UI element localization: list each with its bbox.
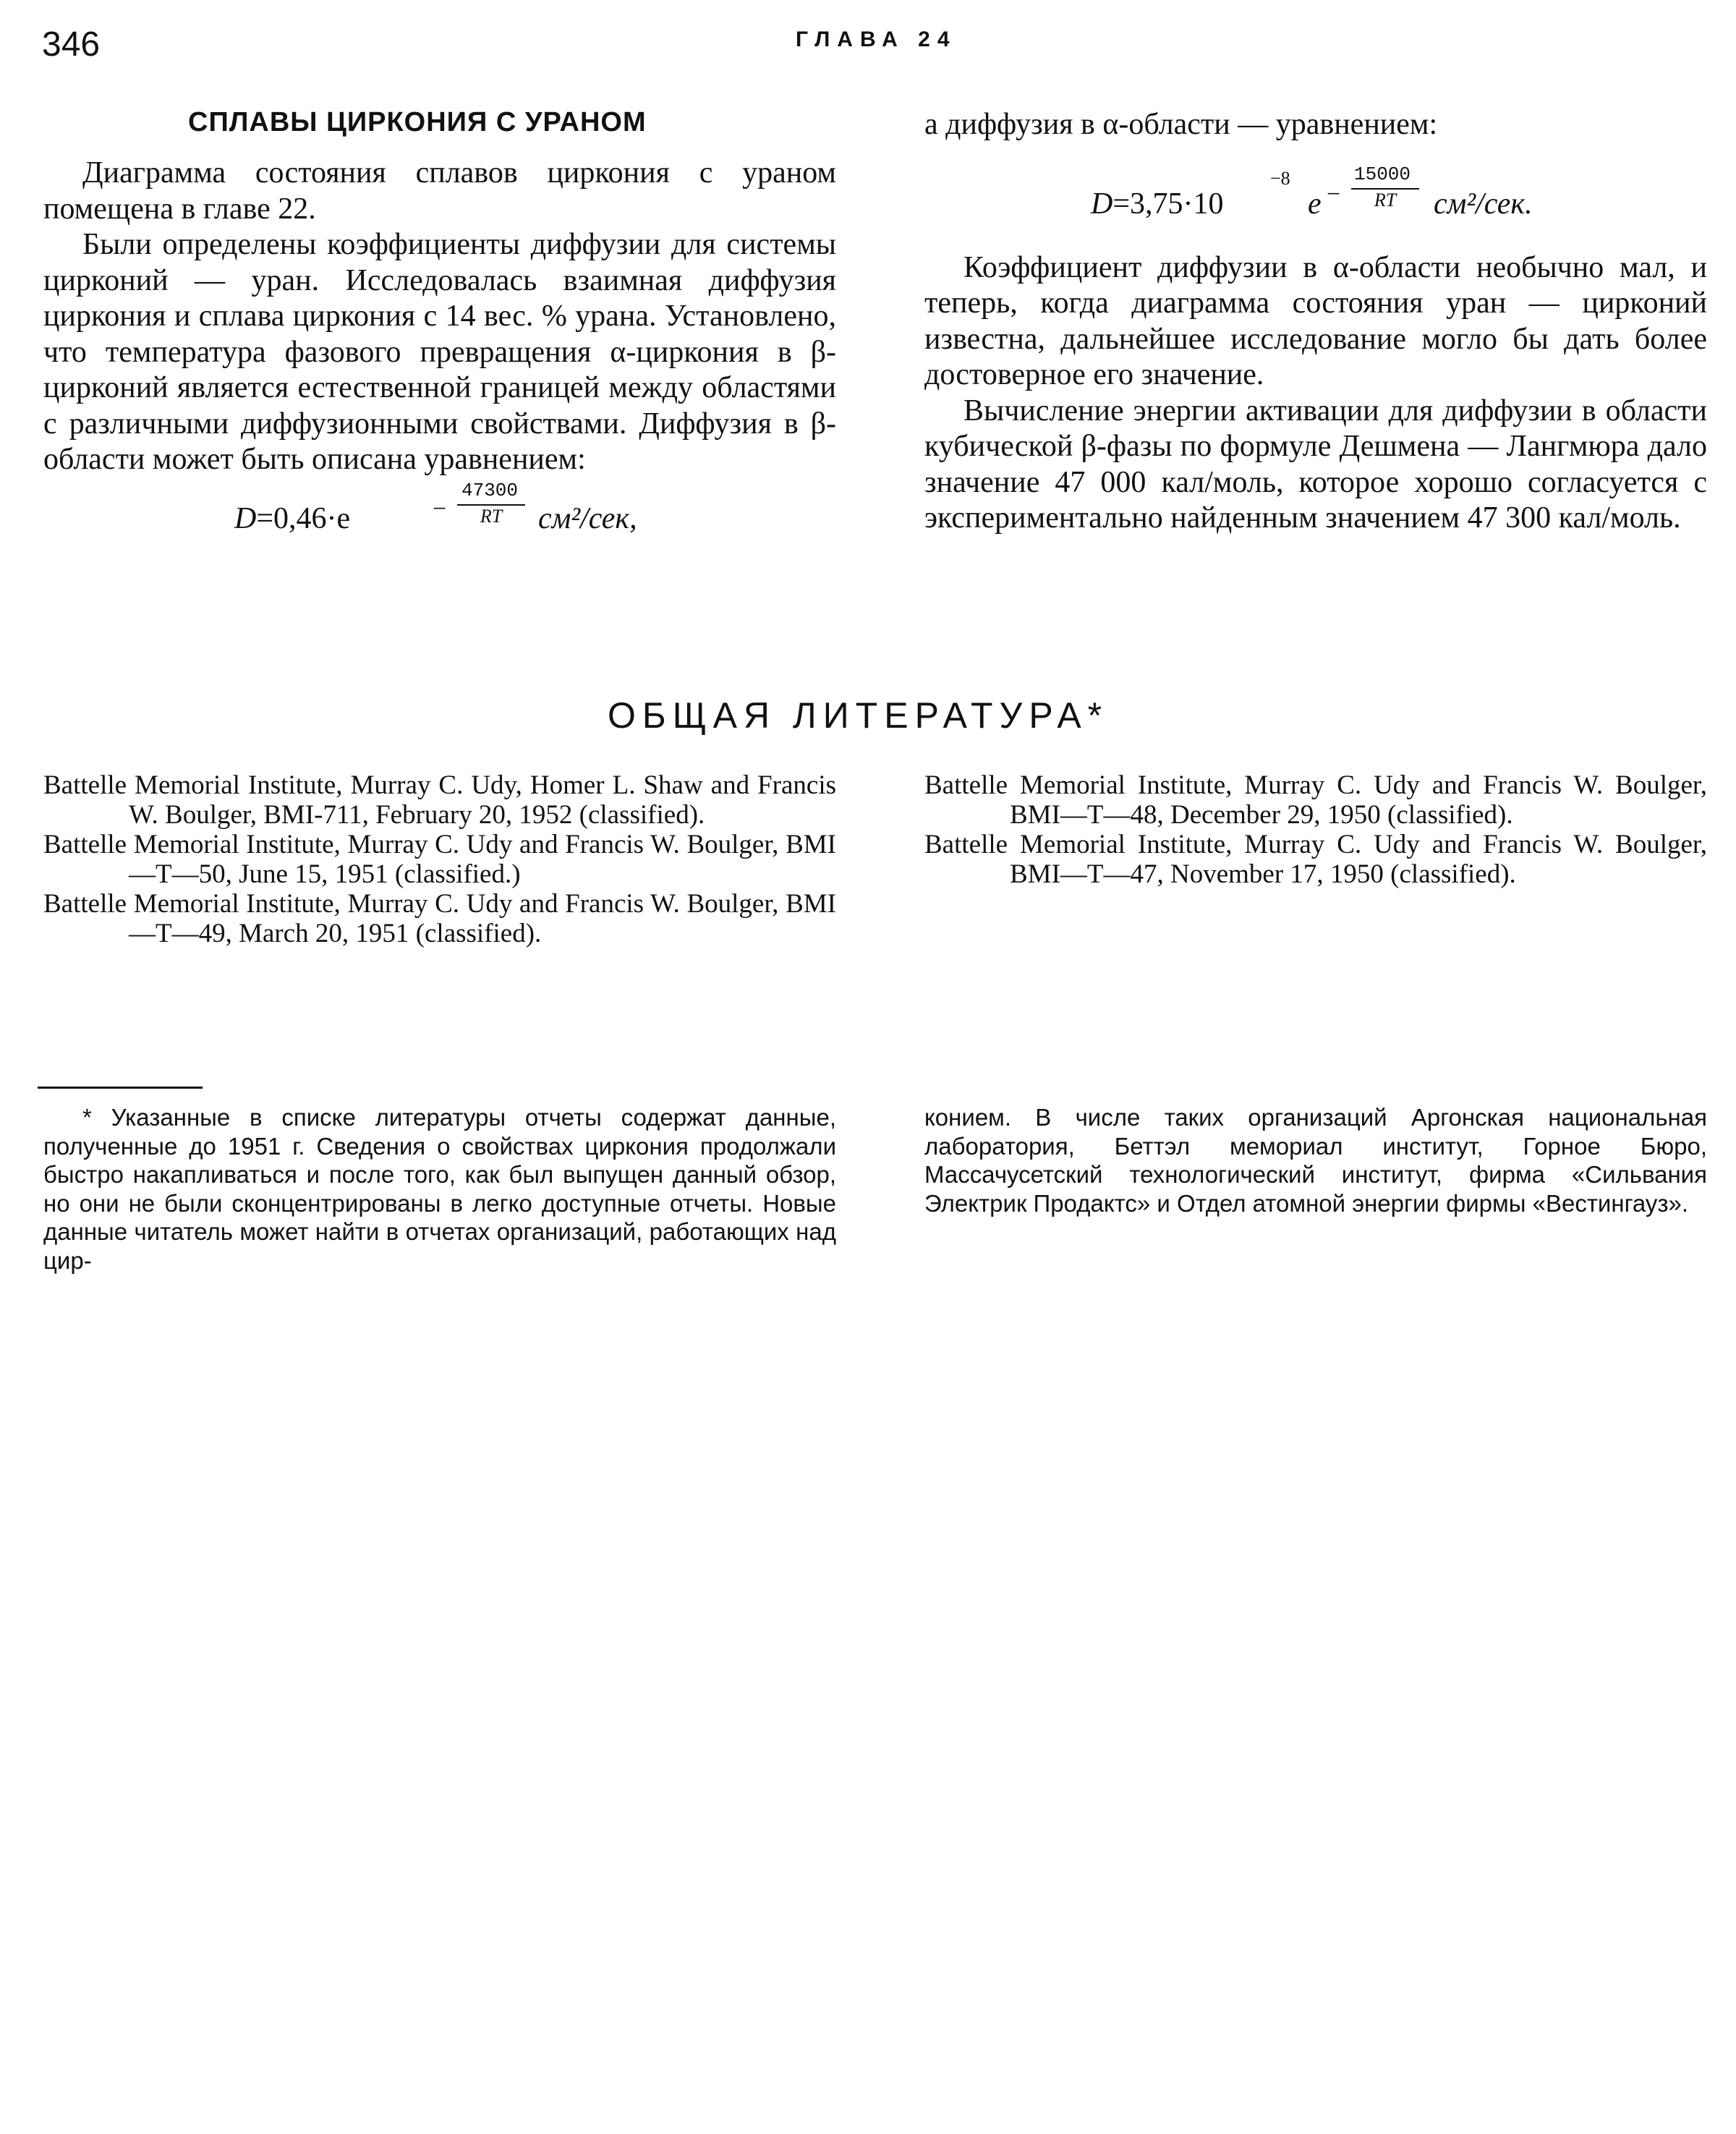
- formula-alpha: [924, 143, 1707, 245]
- reference-item: Battelle Memorial Institute, Murray C. Udy and Francis W. Boulger, BMI—T—49, March 20, 1951 (classified).: [43, 889, 836, 948]
- literature-heading: ОБЩАЯ ЛИТЕРАТУРА*: [608, 695, 1109, 736]
- footnote-text: конием. В числе таких организаций Аргонская национальная лаборатория, Беттэл мемориал институт, Горное Бюро, Массачусетский технологический институт, фирма «Сильвания Электрик Продактс» и Отдел атомной энергии фирмы «Вестингауз».: [924, 1104, 1707, 1217]
- formula-lhs-text: =0,46·e: [256, 501, 351, 535]
- footnote-divider: [38, 1087, 203, 1089]
- paragraph: а диффузия в α-области — уравнением:: [924, 108, 1438, 141]
- formula-units: см²/сек,: [538, 501, 637, 535]
- paragraph: Диаграмма состояния сплавов циркония с ураном помещена в главе 22.: [43, 156, 836, 226]
- formula-exp-denominator: RT: [1351, 188, 1419, 211]
- references-left: [43, 770, 836, 948]
- left-column: [43, 156, 836, 558]
- formula-units: см²/сек.: [1434, 187, 1533, 221]
- footnote-right: [924, 1103, 1707, 1217]
- formula-lhs: D=0,46·e: [234, 501, 351, 535]
- formula-lhs: D=3,75·10: [1091, 187, 1224, 221]
- formula-beta: [43, 478, 836, 558]
- formula-e: e: [1308, 187, 1322, 221]
- formula-exp-numerator: 15000: [1354, 163, 1411, 185]
- paragraph: Были определены коэффициенты диффузии для системы цирконий — уран. Исследовалась взаимная диффузия циркония и сплава циркония с 14 вес. % урана. Установлено, что температура фазового превращения α-циркония в β-цирконий является естественной границей между областями с различными диффузионными свойствами. Диффузия в β-области может быть описана уравнением:: [43, 228, 836, 476]
- formula-exp-sign: −: [433, 495, 447, 522]
- formula-exp-sign: −: [1327, 180, 1341, 208]
- reference-item: Battelle Memorial Institute, Murray C. Udy and Francis W. Boulger, BMI—T—47, November 17, 1950 (classified).: [924, 830, 1707, 889]
- formula-exp-denominator: RT: [457, 504, 525, 527]
- paragraph: Коэффициент диффузии в α-области необычно мал, и теперь, когда диаграмма состояния уран — цирконий известна, дальнейшее исследование могло бы дать более достоверное его значение.: [924, 250, 1707, 391]
- reference-item: Battelle Memorial Institute, Murray C. Udy and Francis W. Boulger, BMI—T—50, June 15, 1951 (classified.): [43, 830, 836, 889]
- reference-item: Battelle Memorial Institute, Murray C. Udy, Homer L. Shaw and Francis W. Boulger, BMI-711, February 20, 1952 (classified).: [43, 770, 836, 830]
- formula-exp-numerator: 47300: [461, 479, 519, 501]
- reference-item: Battelle Memorial Institute, Murray C. Udy and Francis W. Boulger, BMI—T—48, December 29, 1950 (classified).: [924, 770, 1707, 830]
- footnote-text: * Указанные в списке литературы отчеты содержат данные, полученные до 1951 г. Сведения о свойствах циркония продолжали быстро накапливаться и после того, как был выпущен данный обзор, но они не были сконцентрированы в легко доступные отчеты. Новые данные читатель может найти в отчетах организаций, работающих над цир-: [43, 1104, 836, 1274]
- footnote-left: [43, 1103, 836, 1275]
- section-heading: СПЛАВЫ ЦИРКОНИЯ С УРАНОМ: [188, 107, 647, 137]
- references-right: [924, 770, 1707, 889]
- paragraph: Вычисление энергии активации для диффузии в области кубической β-фазы по формуле Дешмена — Лангмюра дало значение 47 000 кал/моль, которое хорошо согласуется с экспериментально найденным значением 47 300 кал/моль.: [924, 394, 1707, 535]
- page-number: 346: [42, 25, 101, 64]
- running-head: ГЛАВА 24: [796, 27, 957, 51]
- formula-lhs-text: =3,75·10: [1112, 187, 1224, 221]
- formula-power: −8: [1270, 167, 1290, 189]
- right-column: [924, 107, 1707, 537]
